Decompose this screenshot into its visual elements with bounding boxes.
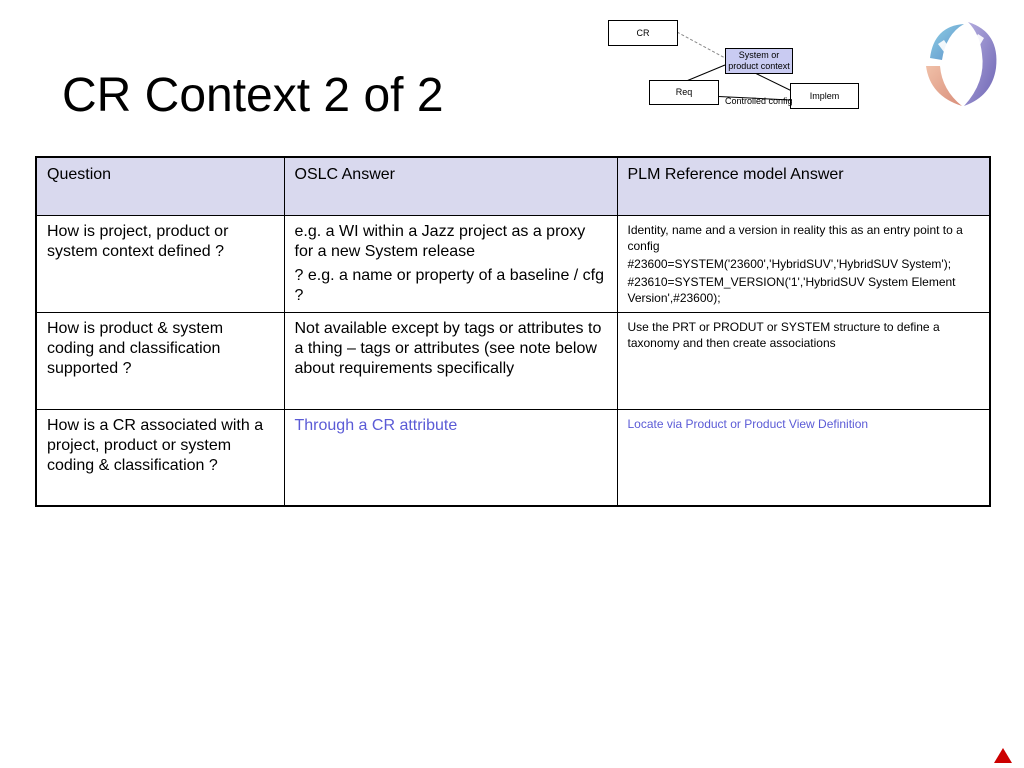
cell-line: ? e.g. a name or property of a baseline / cfg ? (294, 267, 605, 304)
cell-line: Not available except by tags or attributes to a thing – tags or attributes (see note below about requirements specifically (294, 320, 602, 377)
cell-line: Identity, name and a version in reality this as an entry point to a config (627, 223, 963, 253)
cell-oslc-answer (284, 313, 617, 410)
cell-line: #23610=SYSTEM_VERSION('1','HybridSUV System Element Version',#23600); (627, 275, 956, 305)
diagram-box-cr: CR (608, 20, 678, 46)
cell-plm-answer (617, 216, 990, 313)
header-oslc-answer: OSLC Answer (284, 157, 617, 216)
cell-plm-answer (617, 313, 990, 410)
cell-question: How is a CR associated with a project, product or system coding & classification ? (36, 410, 284, 507)
table-row (36, 313, 990, 410)
context-diagram (600, 10, 880, 120)
connector-cr-context (677, 32, 725, 58)
cell-line: #23600=SYSTEM('23600','HybridSUV','HybridSUV System'); (627, 257, 952, 271)
nav-up-arrow-icon[interactable] (994, 748, 1012, 763)
header-plm-answer: PLM Reference model Answer (617, 157, 990, 216)
slide-title: CR Context 2 of 2 (62, 69, 444, 122)
cr-context-table (35, 156, 991, 507)
product-view-definition-link[interactable]: Locate via Product or Product View Definition (627, 417, 869, 431)
cell-question: How is project, product or system context defined ? (36, 216, 284, 313)
table-header-row (36, 157, 990, 216)
table-row (36, 216, 990, 313)
cr-attribute-link[interactable]: Through a CR attribute (294, 417, 458, 434)
cell-oslc-answer (284, 216, 617, 313)
logo-icon (920, 20, 1000, 110)
cell-plm-answer (617, 410, 990, 507)
table-row (36, 410, 990, 507)
cell-oslc-answer (284, 410, 617, 507)
diagram-box-implem: Implem (790, 83, 859, 109)
header-question: Question (36, 157, 284, 216)
diagram-label-controlled-config: Controlled config (725, 96, 793, 106)
diagram-box-req: Req (649, 80, 719, 105)
cell-question: How is product & system coding and classification supported ? (36, 313, 284, 410)
cell-line: Use the PRT or PRODUT or SYSTEM structure to define a taxonomy and then create associations (627, 320, 940, 350)
diagram-box-context: System or product context (725, 48, 793, 74)
cell-line: e.g. a WI within a Jazz project as a proxy for a new System release (294, 223, 586, 260)
